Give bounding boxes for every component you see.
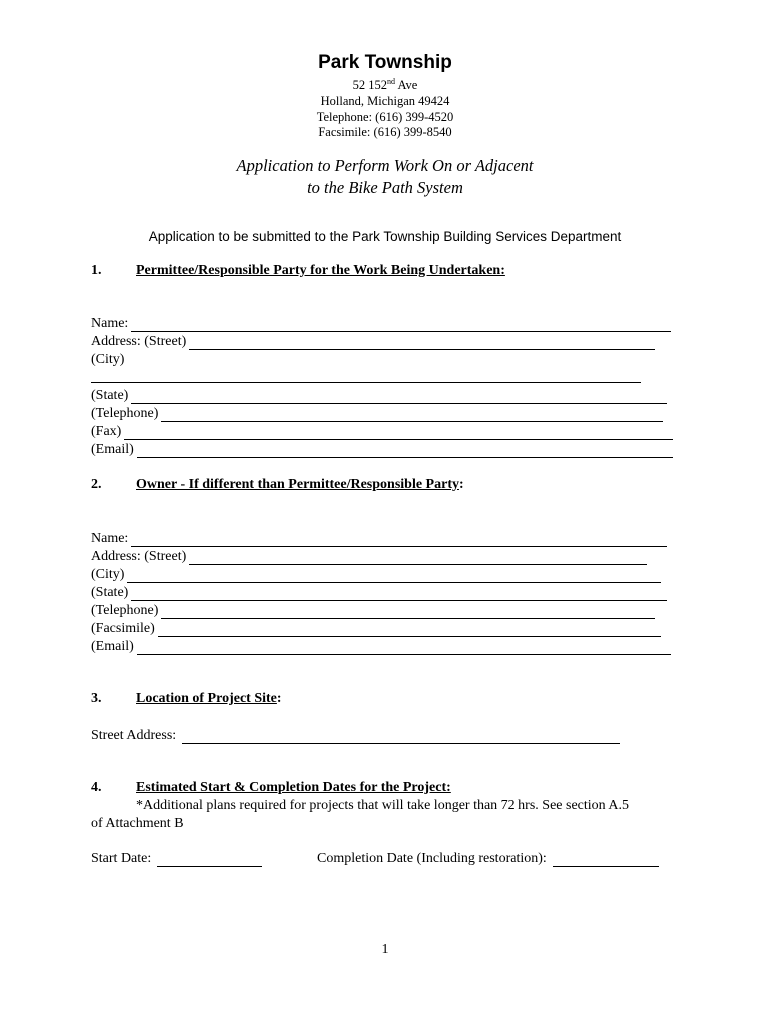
s1-street-label: Address: (Street) — [91, 334, 187, 349]
application-title-line1: Application to Perform Work On or Adjacent — [236, 156, 534, 175]
s1-email-field[interactable] — [137, 444, 673, 458]
s1-fax-label: (Fax) — [91, 424, 122, 439]
s2-name-field[interactable] — [131, 533, 667, 547]
s1-name-field[interactable] — [131, 318, 671, 332]
s1-name-label: Name: — [91, 316, 129, 331]
s1-state-field[interactable] — [131, 390, 667, 404]
s3-street-field[interactable] — [182, 730, 620, 744]
submission-note: Application to be submitted to the Park Township Building Services Department — [148, 229, 622, 244]
address-street: 52 152nd Ave — [352, 76, 418, 92]
s1-city-line-row — [91, 369, 641, 383]
section2-number: 2. — [91, 477, 102, 492]
s2-street-label: Address: (Street) — [91, 549, 187, 564]
s3-street-row — [91, 727, 620, 744]
page-number: 1 — [381, 942, 389, 957]
s2-state-field[interactable] — [131, 587, 667, 601]
s1-telephone-field[interactable] — [161, 408, 663, 422]
section2-colon: : — [458, 477, 464, 492]
application-title-line2: to the Bike Path System — [307, 178, 463, 197]
address-telephone: Telephone: (616) 399-4520 — [316, 110, 454, 124]
s1-state-label: (State) — [91, 388, 129, 403]
s4-start-label: Start Date: — [91, 851, 152, 866]
s2-facsimile-field[interactable] — [158, 623, 661, 637]
s2-street-field[interactable] — [189, 551, 647, 565]
township-title: Park Township — [318, 52, 452, 73]
s2-city-field[interactable] — [127, 569, 661, 583]
section2-heading: Owner - If different than Permittee/Responsible Party — [136, 477, 459, 492]
s2-name-row — [91, 530, 667, 547]
section1-number: 1. — [91, 263, 102, 278]
section4-note-line1: *Additional plans required for projects that will take longer than 72 hrs. See section A.5 — [136, 798, 629, 813]
s1-telephone-row — [91, 405, 663, 422]
address-city: Holland, Michigan 49424 — [320, 94, 450, 108]
s2-email-field[interactable] — [137, 641, 671, 655]
section4-heading: Estimated Start & Completion Dates for the Project: — [136, 780, 451, 795]
s1-city-field[interactable] — [91, 369, 641, 383]
s4-completion-field[interactable] — [553, 853, 659, 867]
s4-completion-label: Completion Date (Including restoration): — [317, 851, 547, 866]
s1-street-field[interactable] — [189, 336, 655, 350]
s1-telephone-label: (Telephone) — [91, 406, 159, 421]
s1-email-row — [91, 441, 673, 458]
s1-name-row — [91, 315, 671, 332]
s4-completion-row — [317, 850, 659, 867]
section4-number: 4. — [91, 780, 102, 795]
section1-heading: Permittee/Responsible Party for the Work Being Undertaken: — [136, 263, 505, 278]
s4-start-row — [91, 850, 262, 867]
address-facsimile: Facsimile: (616) 399-8540 — [318, 125, 452, 139]
s1-city-label: (City) — [91, 352, 125, 367]
s2-telephone-field[interactable] — [161, 605, 655, 619]
s2-facsimile-label: (Facsimile) — [91, 621, 155, 636]
s1-email-label: (Email) — [91, 442, 134, 457]
s2-name-label: Name: — [91, 531, 129, 546]
s2-email-label: (Email) — [91, 639, 134, 654]
s2-state-row — [91, 584, 667, 601]
s2-telephone-row — [91, 602, 655, 619]
s1-city-row — [91, 351, 124, 368]
s2-state-label: (State) — [91, 585, 129, 600]
s1-state-row — [91, 387, 667, 404]
s2-telephone-label: (Telephone) — [91, 603, 159, 618]
s4-start-field[interactable] — [157, 853, 262, 867]
s1-fax-row — [91, 423, 673, 440]
section4-note-line2: of Attachment B — [91, 816, 184, 831]
s2-email-row — [91, 638, 671, 655]
s3-street-label: Street Address: — [91, 728, 177, 743]
section3-heading: Location of Project Site — [136, 691, 277, 706]
s2-city-label: (City) — [91, 567, 125, 582]
section3-colon: : — [276, 691, 282, 706]
s2-city-row — [91, 566, 661, 583]
s2-facsimile-row — [91, 620, 661, 637]
section3-number: 3. — [91, 691, 102, 706]
section2-heading-wrap — [136, 477, 464, 493]
s1-fax-field[interactable] — [124, 426, 673, 440]
s1-street-row — [91, 333, 655, 350]
s2-street-row — [91, 548, 647, 565]
section3-heading-wrap — [136, 691, 282, 707]
